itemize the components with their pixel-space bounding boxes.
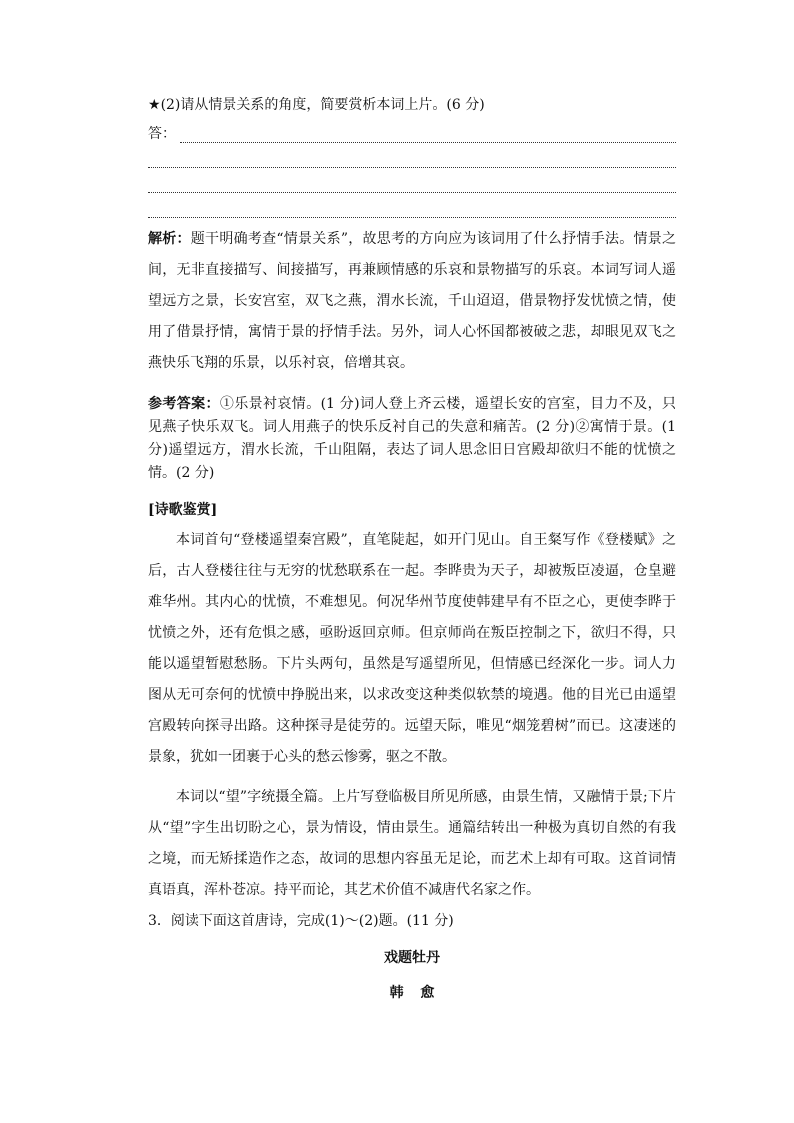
question-2 — [148, 94, 676, 117]
appreciation-heading: [诗歌鉴赏] — [148, 502, 218, 518]
question-2-text: (2)请从情景关系的角度，简要赏析本词上片。(6 分) — [160, 97, 485, 113]
analysis-label: 解析： — [148, 231, 191, 247]
reference-text: ①乐景衬哀情。(1 分)词人登上齐云楼，遥望长安的宫室，目力不及，只见燕子快乐双飞。词人用燕子的快乐反衬自己的失意和痛苦。(2 分)②寓情于景。(1 分)遥望远方，渭水长流，千山阻隔，表达了词人思念旧日宫殿却欲归不能的忧愤之情。(2 分) — [148, 396, 676, 481]
answer-line-2[interactable] — [148, 145, 676, 168]
answer-line-1[interactable] — [148, 121, 676, 143]
analysis-paragraph — [148, 224, 676, 379]
answer-label: 答： — [148, 126, 176, 142]
question-3: 3．阅读下面这首唐诗，完成(1)～(2)题。(11 分) — [148, 913, 454, 929]
appreciation-paragraph: 本词首句“登楼遥望秦宫殿”，直笔陡起，如开门见山。自王粲写作《登楼赋》之后，古人登楼往往与无穷的忧愁联系在一起。李晔贵为天子，却被叛臣凌逼，仓皇避难华州。其内心的忧愤，不难想见。何况华州节度使韩建早有不臣之心，更使李晔于忧愤之外，还有危惧之感，亟盼返回京师。但京师尚在叛臣控制之下，欲归不得，只能以遥望暂慰愁肠。下片头两句，虽然是写遥望所见，但情感已经深化一步。词人力图从无可奈何的忧愤中挣脱出来，以求改变这种类似软禁的境遇。他的目光已由遥望宫殿转向探寻出路。这种探寻是徒劳的。远望天际，唯见“烟笼碧树”而已。这凄迷的景象，犹如一团裹于心头的愁云惨雾，驱之不散。 — [148, 532, 676, 765]
answer-dotted-line — [180, 132, 676, 143]
appreciation-paragraph: 本词以“望”字统摄全篇。上片写登临极目所见所感，由景生情，又融情于景;下片从“望”字生出切盼之心，景为情设，情由景生。通篇结转出一种极为真切自然的有我之境，而无矫揉造作之态，故词的思想内容虽无足论，而艺术上却有可取。这首词情真语真，浑朴苍凉。持平而论，其艺术价值不减唐代名家之作。 — [148, 789, 676, 898]
reference-label: 参考答案： — [148, 396, 220, 412]
poem-title: 戏题牡丹 — [384, 950, 440, 966]
reference-answer — [148, 393, 676, 485]
star-icon: ★ — [148, 97, 161, 113]
analysis-text: 题干明确考查“情景关系”，故思考的方向应为该词用了什么抒情手法。情景之间，无非直接描写、间接描写，再兼顾情感的乐哀和景物描写的乐哀。本词写词人遥望远方之景，长安宫室，双飞之燕，渭水长流，千山迢迢，借景物抒发忧愤之情，使用了借景抒情，寓情于景的抒情手法。另外，词人心怀国都被破之悲，却眼见双飞之燕快乐飞翔的乐景，以乐衬哀，倍增其哀。 — [148, 231, 677, 371]
answer-line-4[interactable] — [148, 195, 676, 218]
appreciation-body — [148, 525, 676, 906]
answer-line-3[interactable] — [148, 170, 676, 193]
poem-author: 韩愈 — [389, 985, 452, 1001]
document-content — [148, 94, 676, 1005]
